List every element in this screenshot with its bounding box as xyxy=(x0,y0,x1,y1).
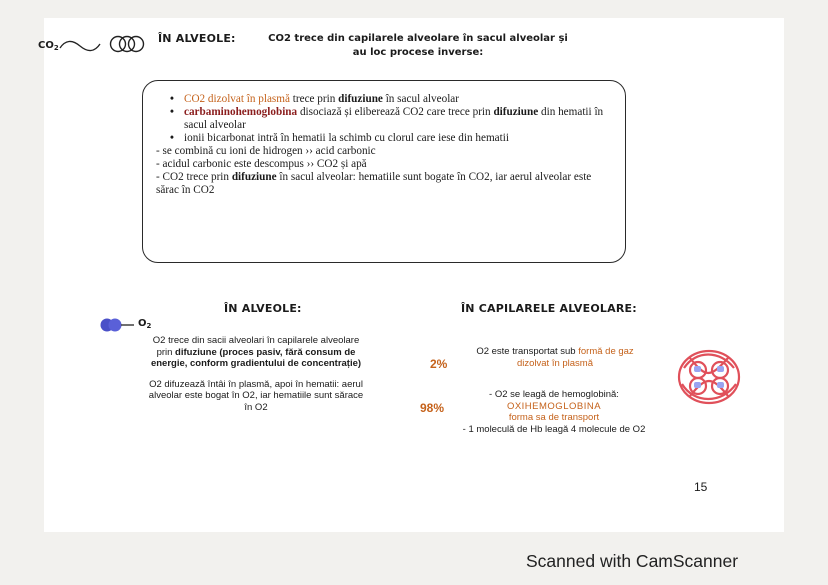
process-line: - CO2 trece prin difuziune în sacul alveolar: hematiile sunt bogate în CO2, iar aerul alveolar este sărac în CO2 xyxy=(156,171,592,196)
percent-hemoglobin: 98% xyxy=(420,401,445,415)
co2-process-content xyxy=(156,93,616,197)
bullet-item: • ionii bicarbonat intră în hematii la schimb cu clorul care iese din hematii xyxy=(170,132,509,144)
co2-molecule-icon xyxy=(58,32,154,58)
left-heading: ÎN ALVEOLE: xyxy=(224,302,302,315)
o2-hemoglobin-text: - O2 se leagă de hemoglobină: OXIHEMOGLOBINA forma sa de transport - 1 moleculă de Hb leagă 4 molecule de O2 xyxy=(462,389,646,435)
right-heading: ÎN CAPILARELE ALVEOLARE: xyxy=(461,302,637,315)
percent-dissolved: 2% xyxy=(430,357,448,371)
o2-dissolved-text: O2 este transportat sub formă de gaz dizolvat în plasmă xyxy=(476,346,634,369)
page-number: 15 xyxy=(694,480,708,494)
o2-molecule-label: $O_2$ xyxy=(138,318,152,330)
bullet-item: • CO2 dizolvat în plasmă trece prin difuziune în sacul alveolar xyxy=(170,93,459,105)
process-line: - acidul carbonic este descompus ›› CO2 și apă xyxy=(156,158,367,170)
top-heading: ÎN ALVEOLE: xyxy=(158,32,236,45)
top-intro: CO2 trece din capilarele alveolare în sacul alveolar și au loc procese inverse: xyxy=(268,33,568,58)
co2-molecule-label: $CO_2$ xyxy=(38,40,59,52)
bullet-item: • carbaminohemoglobina disociază și eliberează CO2 care trece prin difuziune din hematii în sacul alveolar xyxy=(170,106,604,131)
camscanner-footer: Scanned with CamScanner xyxy=(526,551,739,571)
o2-alveole-text: O2 trece din sacii alveolari în capilarele alveolare prin difuziune (proces pasiv, fără consum de energie, conform gradientului de concentrație) O2 difuzează întâi în plasmă, apoi în hematii: aerul alveolar este bogat în O2, iar hematiile sunt sărace în O2 xyxy=(148,335,364,413)
process-line: - se combină cu ioni de hidrogen ›› acid carbonic xyxy=(156,145,376,157)
hemoglobin-icon xyxy=(676,348,742,406)
o2-molecule-icon xyxy=(98,314,138,336)
